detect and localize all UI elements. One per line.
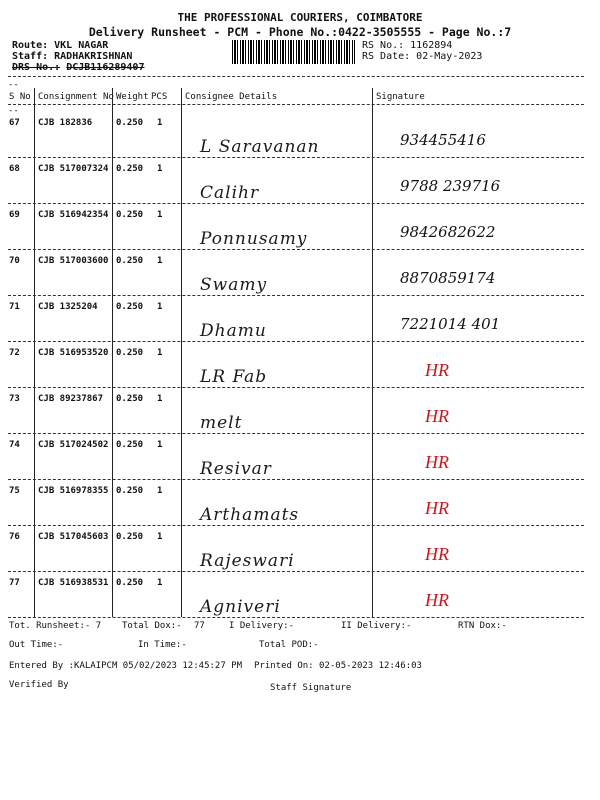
row-signature-handwritten: HR bbox=[425, 544, 449, 564]
row-signature-handwritten: 9788 239716 bbox=[400, 177, 501, 195]
row-consignment: CJB 89237867 bbox=[38, 394, 104, 404]
row-pcs: 1 bbox=[157, 164, 163, 174]
row-pcs: 1 bbox=[157, 394, 163, 404]
row-sno: 77 bbox=[9, 578, 20, 588]
row-consignment: CJB 516953520 bbox=[38, 348, 109, 358]
row-divider bbox=[8, 571, 584, 572]
row-sno: 74 bbox=[9, 440, 20, 450]
row-sno: 76 bbox=[9, 532, 20, 542]
header-divider bbox=[8, 76, 584, 77]
row-sno: 67 bbox=[9, 118, 20, 128]
row-sno: 70 bbox=[9, 256, 20, 266]
row-weight: 0.250 bbox=[116, 256, 144, 266]
row-pcs: 1 bbox=[157, 486, 163, 496]
row-consignment: CJB 516942354 bbox=[38, 210, 109, 220]
i-delivery: I Delivery:- bbox=[229, 621, 295, 631]
row-pcs: 1 bbox=[157, 210, 163, 220]
row-consignment: CJB 516938531 bbox=[38, 578, 109, 588]
row-pcs: 1 bbox=[157, 256, 163, 266]
row-weight: 0.250 bbox=[116, 440, 144, 450]
rs-date: RS Date: 02-May-2023 bbox=[362, 51, 483, 62]
row-divider bbox=[8, 525, 584, 526]
barcode bbox=[232, 40, 355, 64]
row-signature-handwritten: 7221014 401 bbox=[400, 315, 501, 333]
row-consignment: CJB 517024502 bbox=[38, 440, 109, 450]
row-pcs: 1 bbox=[157, 532, 163, 542]
verified-by: Verified By bbox=[9, 680, 69, 690]
row-weight: 0.250 bbox=[116, 486, 144, 496]
dash-mark: -- bbox=[8, 80, 19, 90]
row-weight: 0.250 bbox=[116, 394, 144, 404]
row-divider bbox=[8, 341, 584, 342]
col-signature: Signature bbox=[376, 92, 425, 102]
row-divider bbox=[8, 295, 584, 296]
row-pcs: 1 bbox=[157, 348, 163, 358]
drs-value: DCJB116289407 bbox=[66, 62, 145, 73]
row-pcs: 1 bbox=[157, 578, 163, 588]
row-divider bbox=[8, 433, 584, 434]
col-line-4 bbox=[372, 88, 373, 617]
row-signature-handwritten: 9842682622 bbox=[400, 223, 496, 241]
row-weight: 0.250 bbox=[116, 302, 144, 312]
staff: Staff: RADHAKRISHNAN bbox=[12, 51, 133, 62]
rtn-dox: RTN Dox:- bbox=[458, 621, 507, 631]
col-pcs: PCS bbox=[151, 92, 168, 102]
row-pcs: 1 bbox=[157, 440, 163, 450]
row-consignee-handwritten: Ponnusamy bbox=[200, 229, 308, 249]
row-sno: 75 bbox=[9, 486, 20, 496]
row-consignee-handwritten: Dhamu bbox=[200, 321, 267, 341]
row-consignment: CJB 516978355 bbox=[38, 486, 109, 496]
row-signature-handwritten: HR bbox=[425, 498, 449, 518]
row-sno: 69 bbox=[9, 210, 20, 220]
ii-delivery: II Delivery:- bbox=[341, 621, 412, 631]
printed-on: Printed On: 02-05-2023 12:46:03 bbox=[254, 661, 422, 671]
row-weight: 0.250 bbox=[116, 118, 144, 128]
row-sno: 72 bbox=[9, 348, 20, 358]
runsheet-subtitle: Delivery Runsheet - PCM - Phone No.:0422-3505555 - Page No.:7 bbox=[88, 25, 512, 39]
row-sno: 68 bbox=[9, 164, 20, 174]
total-dox: Total Dox:- bbox=[122, 621, 182, 631]
drs-label: DRS No.: bbox=[12, 62, 61, 73]
row-pcs: 1 bbox=[157, 302, 163, 312]
col-sno: S No bbox=[9, 92, 31, 102]
tot-runsheet: Tot. Runsheet:- 7 bbox=[9, 621, 102, 631]
row-consignee-handwritten: Arthamats bbox=[200, 505, 300, 525]
company-title: THE PROFESSIONAL COURIERS, COIMBATORE bbox=[177, 11, 423, 24]
row-signature-handwritten: 934455416 bbox=[400, 131, 486, 149]
out-time: Out Time:- bbox=[9, 640, 64, 650]
dash-mark-2: -- bbox=[8, 106, 19, 116]
rs-number: RS No.: 1162894 bbox=[362, 40, 453, 51]
row-signature-handwritten: HR bbox=[425, 590, 449, 610]
row-consignee-handwritten: LR Fab bbox=[200, 367, 268, 387]
drs-number bbox=[12, 62, 144, 73]
row-consignment: CJB 517007324 bbox=[38, 164, 109, 174]
col-line-1 bbox=[34, 88, 35, 617]
row-sno: 73 bbox=[9, 394, 20, 404]
row-consignee-handwritten: Swamy bbox=[200, 275, 268, 295]
row-divider bbox=[8, 249, 584, 250]
row-signature-handwritten: HR bbox=[425, 452, 449, 472]
row-signature-handwritten: HR bbox=[425, 406, 449, 426]
row-consignment: CJB 1325204 bbox=[38, 302, 98, 312]
row-consignment: CJB 517045603 bbox=[38, 532, 109, 542]
row-weight: 0.250 bbox=[116, 532, 144, 542]
row-sno: 71 bbox=[9, 302, 20, 312]
staff-signature: Staff Signature bbox=[270, 683, 352, 693]
row-consignee-handwritten: L Saravanan bbox=[200, 137, 320, 157]
row-consignee-handwritten: Resivar bbox=[200, 459, 272, 479]
entered-by: Entered By :KALAIPCM 05/02/2023 12:45:27 PM bbox=[9, 661, 242, 671]
route: Route: VKL NAGAR bbox=[12, 40, 109, 51]
total-dox-value: 77 bbox=[194, 621, 205, 631]
row-weight: 0.250 bbox=[116, 164, 144, 174]
col-consignment: Consignment No bbox=[38, 92, 114, 102]
row-divider bbox=[8, 387, 584, 388]
row-consignee-handwritten: Calihr bbox=[200, 183, 260, 203]
col-line-2 bbox=[112, 88, 113, 617]
row-signature-handwritten: HR bbox=[425, 360, 449, 380]
row-consignee-handwritten: melt bbox=[200, 413, 243, 433]
total-pod: Total POD:- bbox=[259, 640, 319, 650]
row-weight: 0.250 bbox=[116, 578, 144, 588]
row-weight: 0.250 bbox=[116, 210, 144, 220]
row-weight: 0.250 bbox=[116, 348, 144, 358]
col-line-3 bbox=[181, 88, 182, 617]
row-consignment: CJB 517003600 bbox=[38, 256, 109, 266]
in-time: In Time:- bbox=[138, 640, 187, 650]
col-consignee: Consignee Details bbox=[185, 92, 278, 102]
row-consignment: CJB 182836 bbox=[38, 118, 93, 128]
col-weight: Weight bbox=[116, 92, 149, 102]
row-divider bbox=[8, 203, 584, 204]
row-signature-handwritten: 8870859174 bbox=[400, 269, 496, 287]
row-consignee-handwritten: Agniveri bbox=[200, 597, 281, 617]
row-pcs: 1 bbox=[157, 118, 163, 128]
footer-divider bbox=[8, 617, 584, 618]
row-consignee-handwritten: Rajeswari bbox=[200, 551, 295, 571]
row-divider bbox=[8, 157, 584, 158]
column-header-divider bbox=[8, 104, 584, 105]
row-divider bbox=[8, 479, 584, 480]
